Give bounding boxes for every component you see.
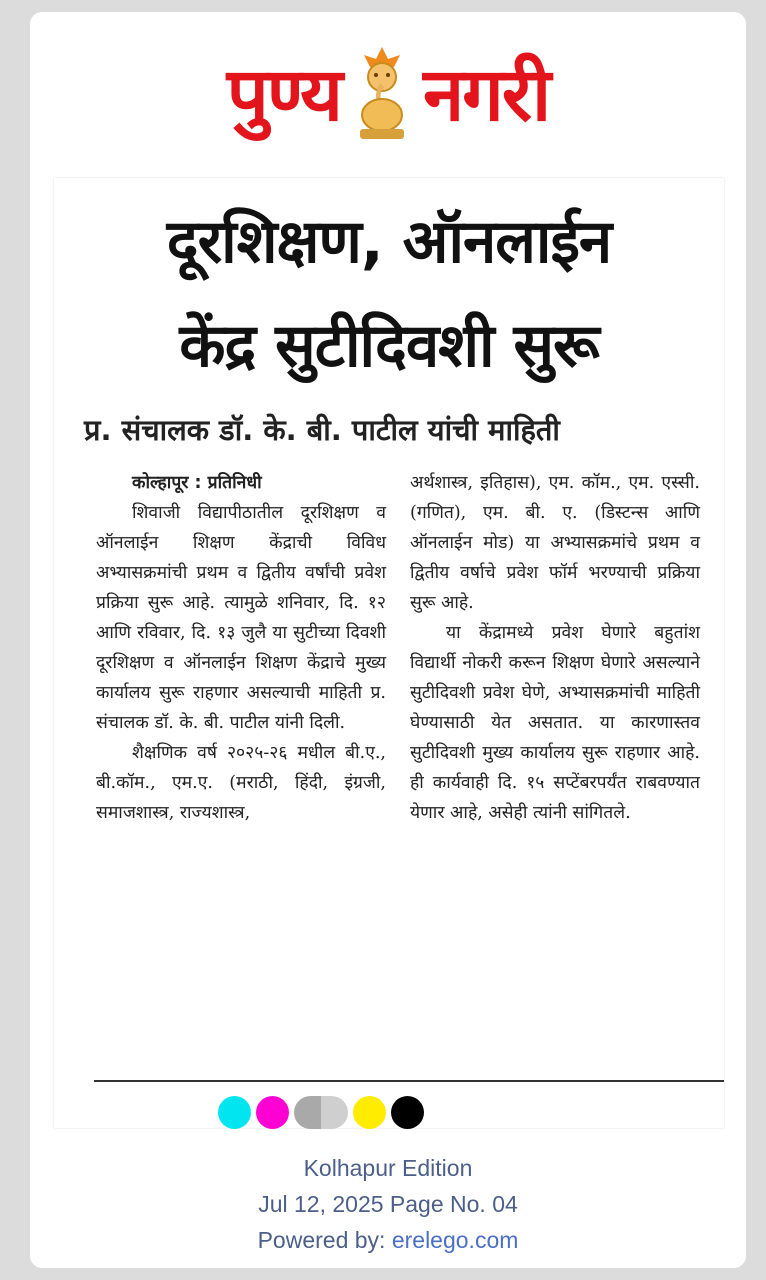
article-subheadline: प्र. संचालक डॉ. के. बी. पाटील यांची माहिती — [84, 413, 560, 447]
edition-name: Kolhapur Edition — [303, 1155, 473, 1181]
news-clipping — [54, 178, 724, 1128]
article-column-right — [410, 468, 700, 828]
headline-line-2: केंद्र सुटीदिवशी सुरू — [179, 311, 599, 381]
article-paragraph: अर्थशास्त्र, इतिहास), एम. कॉम., एम. एस्सी. (गणित), एम. बी. ए. (डिस्टन्स आणि ऑनलाईन मोड) या अभ्यासक्रमांचे प्रथम व द्वितीय वर्षाचे प्रवेश फॉर्म भरण्याची प्रक्रिया सुरू आहे. — [410, 473, 700, 613]
edition-date-page: Jul 12, 2025 Page No. 04 — [258, 1191, 518, 1217]
article-paragraph: शिवाजी विद्यापीठातील दूरशिक्षण व ऑनलाईन शिक्षण केंद्राची विविध अभ्यासक्रमांची प्रथम व द्वितीय वर्षांची प्रवेश प्रक्रिया सुरू आहे. त्यामुळे शनिवार, दि. १२ आणि रविवार, दि. १३ जुलै या सुटीच्या दिवशी दूरशिक्षण व ऑनलाईन शिक्षण केंद्राचे मुख्य कार्यालय सुरू राहणार असल्याची माहिती प्र. संचालक डॉ. के. बी. पाटील यांनी दिली. — [96, 503, 386, 733]
erelego-link[interactable]: erelego.com — [391, 1227, 519, 1253]
bottom-rule — [94, 1080, 724, 1082]
cyan-mark — [218, 1096, 251, 1129]
yellow-mark — [353, 1096, 386, 1129]
article-headline — [54, 190, 724, 398]
powered-by — [30, 1222, 746, 1258]
gray-mark — [294, 1096, 348, 1129]
powered-by-label: Powered by: — [257, 1227, 392, 1253]
article-column-left — [96, 468, 386, 828]
article-paragraph: शैक्षणिक वर्ष २०२५-२६ मधील बी.ए., बी.कॉम., एम.ए. (मराठी, हिंदी, इंग्रजी, समाजशास्त्र, राज्यशास्त्र, — [96, 743, 386, 823]
article-paragraph: या केंद्रामध्ये प्रवेश घेणारे बहुतांश विद्यार्थी नोकरी करून शिक्षण घेणारे असल्याने सुटीदिवशी प्रवेश घेणे, अभ्यासक्रमांची माहिती घेण्यासाठी येत असतात. या कारणास्तव सुटीदिवशी मुख्य कार्यालय सुरू राहणार आहे. ही कार्यवाही दि. १५ सप्टेंबरपर्यंत राबवण्यात येणार आहे, असेही त्यांनी सांगितले. — [410, 623, 700, 823]
masthead-right-word: नगरी — [423, 52, 550, 138]
epaper-card — [30, 12, 746, 1268]
masthead — [30, 40, 746, 160]
ganesha-icon — [350, 45, 414, 145]
black-mark — [391, 1096, 424, 1129]
masthead-left-word: पुण्य — [226, 52, 341, 138]
article-dateline: कोल्हापूर : प्रतिनिधी — [132, 473, 262, 493]
edition-footer — [30, 1150, 746, 1258]
color-registration-marks — [218, 1096, 424, 1132]
headline-line-1: दूरशिक्षण, ऑनलाईन — [166, 207, 612, 277]
magenta-mark — [256, 1096, 289, 1129]
